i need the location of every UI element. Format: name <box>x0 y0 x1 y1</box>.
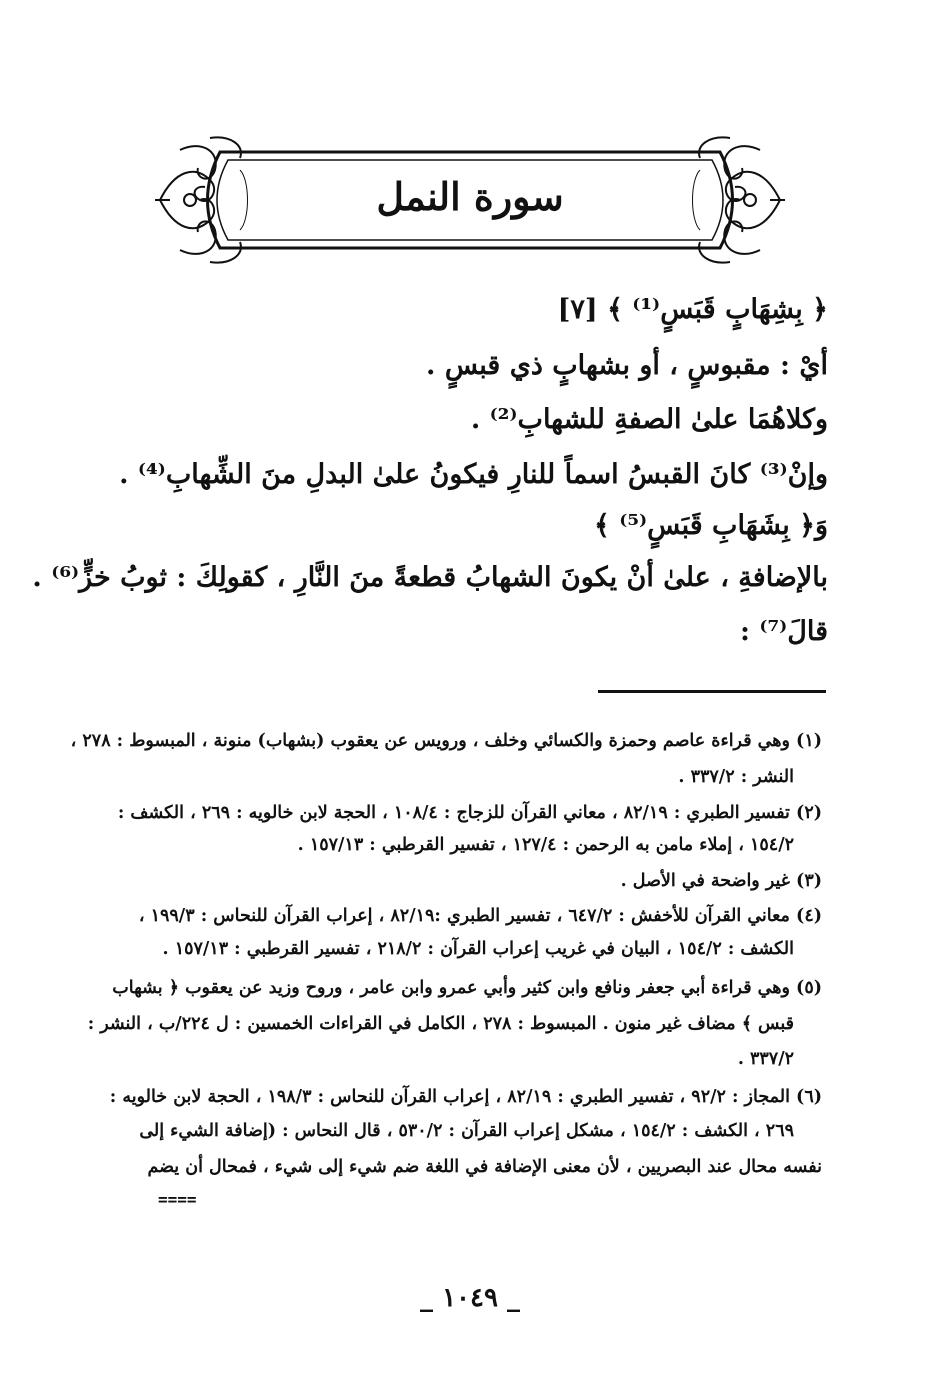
footnote-line: (١) وهي قراءة عاصم وحمزة والكسائي وخلف ، ورويس عن يعقوب (بشهاب) منونة ، المبسوط : ٢٧٨ ، <box>70 731 822 751</box>
footnote-line: (٣) غير واضحة في الأصل . <box>620 871 822 891</box>
commentary-line: بالإضافةِ ، علىٰ أنْ يكونَ الشهابُ قطعةً منَ النَّارِ ، كقولِكَ : ثوبُ خزٍّ⁽⁶⁾ . <box>32 562 828 593</box>
commentary-line: أيْ : مقبوسٍ ، أو بشهابٍ ذي قبسٍ . <box>426 350 828 381</box>
commentary-line: وإنْ⁽³⁾ كانَ القبسُ اسماً للنارِ فيكونُ علىٰ البدلِ منَ الشِّهابِ⁽⁴⁾ . <box>119 459 828 490</box>
footnote-line: ١٥٤/٢ ، إملاء مامن به الرحمن : ١٢٧/٤ ، تفسير القرطبي : ١٥٧/١٣ . <box>297 835 794 855</box>
footnote-line: (٢) تفسير الطبري : ٨٢/١٩ ، معاني القرآن للزجاج : ١٠٨/٤ ، الحجة لابن خالويه : ٢٦٩ ، الكشف : <box>117 803 822 823</box>
page-number: _ ١٠٤٩ _ <box>420 1283 520 1313</box>
footnote-line: (٤) معاني القرآن للأخفش : ٦٤٧/٢ ، تفسير الطبري :٨٢/١٩ ، إعراب القرآن للنحاس : ١٩٩/٣ ، <box>138 906 822 926</box>
footnote-separator <box>598 690 826 693</box>
commentary-line: وكلاهُمَا علىٰ الصفةِ للشهابِ⁽²⁾ . <box>470 404 828 435</box>
footnote-line: الكشف : ١٥٤/٢ ، البيان في غريب إعراب القرآن : ٢١٨/٢ ، تفسير القرطبي : ١٥٧/١٣ . <box>162 939 794 959</box>
verse-reading: وَ﴿ بِشَهَابِ قَبَسٍ⁽⁵⁾ ﴾ <box>594 510 828 541</box>
footnote-line: نفسه محال عند البصريين ، لأن معنى الإضافة في اللغة ضم شيء إلى شيء ، فمحال أن يضم <box>147 1157 822 1177</box>
footnote-line: قبس ﴾ مضاف غير منون . المبسوط : ٢٧٨ ، الكامل في القراءات الخمسين : ل ٢٢٤/ب ، النشر : <box>87 1014 794 1034</box>
surah-header-frame <box>150 130 790 270</box>
footnote-line: ٣٣٧/٢ . <box>737 1049 794 1069</box>
footnote-line: النشر : ٣٣٧/٢ . <box>678 767 794 787</box>
surah-title: سورة النمل <box>376 174 564 219</box>
footnote-line: (٥) وهي قراءة أبي جعفر ونافع وابن كثير وأبي عمرو وابن عامر ، وروح وزيد عن يعقوب ﴿ بشهاب <box>112 978 822 998</box>
footnote-line: ٢٦٩ ، الكشف : ١٥٤/٢ ، مشكل إعراب القرآن : ٥٣٠/٢ ، قال النحاس : (إضافة الشيء إلى <box>139 1121 794 1141</box>
commentary-line: قالَ⁽⁷⁾ : <box>739 616 828 647</box>
verse-heading: ﴿ بِشِهَابٍ قَبَسٍ⁽¹⁾ ﴾ [٧] <box>557 294 828 325</box>
footnote-line: (٦) المجاز : ٩٢/٢ ، تفسير الطبري : ٨٢/١٩ ، إعراب القرآن للنحاس : ١٩٨/٣ ، الحجة لابن خالويه : <box>109 1087 822 1107</box>
continuation-mark: ==== <box>158 1190 197 1209</box>
